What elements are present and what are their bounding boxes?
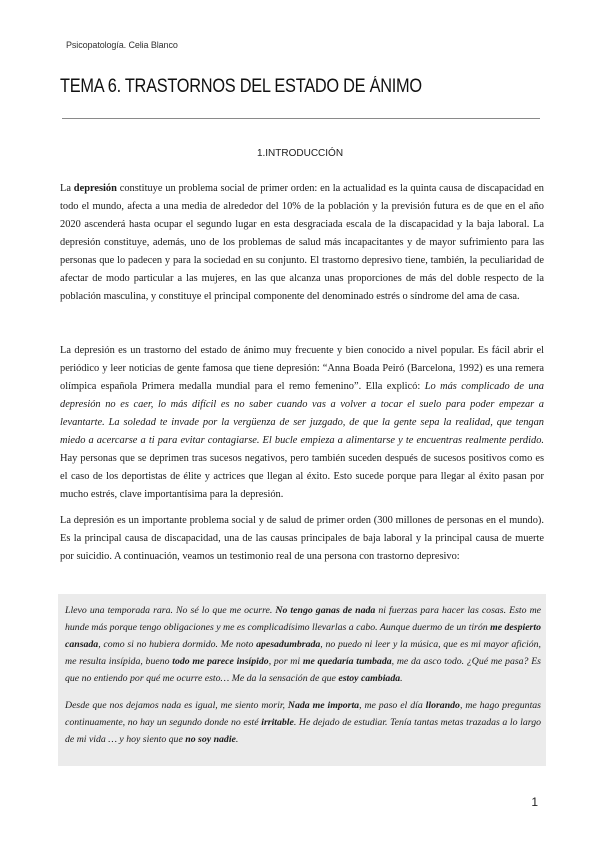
testimony-text: . (235, 734, 239, 745)
testimony-highlight: me quedaría tumbada (302, 656, 392, 667)
testimony-text: . He dejado de estudiar. Tenía tantas metas trazadas a lo largo de mi vida … y hoy siento que (65, 717, 541, 745)
testimony-highlight: irritable (261, 717, 294, 728)
testimony-highlight: no soy nadie (185, 734, 236, 745)
paragraph-intro-text: constituye un problema social de primer orden: en la actualidad es la quinta causa de discapacidad en todo el mundo, afecta a una media de alrededor del 10% de la población y la previsión futura es de que en el año 2020 ascenderá hasta ocupar el segundo lugar en esta desgraciada escala de la discapacidad y la baja laboral. La depresión constituye, además, uno de los problemas de salud más incapacitantes y de mayor sufrimiento para las personas que lo padecen y para la sociedad en su conjunto. El trastorno depresivo tiene, también, la peculiaridad de afectar de modo particular a las mujeres, en las que alcanza unas proporciones de más del doble respecto de la población masculina, y constituye el principal componente del denominado estrés o síndrome del ama de casa. (60, 183, 544, 302)
testimony-text: . (400, 673, 403, 684)
testimony-text: ni fuerzas para hacer las cosas. Esto me hunde más porque tengo obligaciones y me es complicadísimo llevarlas a cabo. Aunque duermo de un tirón (65, 605, 542, 633)
paragraph-example (60, 342, 544, 504)
testimony-text: , por mi (268, 656, 303, 667)
page-number: 1 (531, 795, 538, 809)
running-head: Psicopatología. Celia Blanco (66, 40, 178, 50)
testimony-text: Desde que nos dejamos nada es igual, me siento morir, (65, 700, 288, 711)
testimony-highlight: Nada me importa (287, 700, 360, 711)
page-title: TEMA 6. TRASTORNOS DEL ESTADO DE ÁNIMO (60, 76, 422, 97)
testimony-text: , me paso el día (359, 700, 426, 711)
testimony-highlight: apesadumbrada (256, 639, 321, 650)
testimony-highlight: No tengo ganas de nada (275, 605, 376, 616)
testimony-text: Llevo una temporada rara. No sé lo que me ocurre. (65, 605, 276, 616)
testimony-text: , no puedo ni leer y la música, que es mi mayor afición, me resulta insípida, bueno (65, 639, 541, 667)
key-term: depresión (73, 183, 117, 194)
testimony-paragraph (65, 602, 541, 687)
testimony-box (58, 594, 546, 766)
testimony-text: , me hago preguntas continuamente, no hay un segundo donde no esté (65, 700, 541, 728)
testimony-highlight: estoy cambiada (338, 673, 401, 684)
testimony-highlight: todo me parece insípido (172, 656, 269, 667)
paragraph-intro (60, 180, 544, 306)
paragraph-example-text-b: Hay personas que se deprimen tras sucesos negativos, pero también suceden después de sucesos positivos como es el caso de los deportistas de élite y actrices que llegan al éxito. Esto sucede porque para llegar al éxito pasan por mucho estrés, clave importantísima para la depresión. (60, 453, 544, 500)
section-heading: 1.INTRODUCCIÓN (256, 148, 344, 159)
testimony-highlight: llorando (425, 700, 460, 711)
title-divider (62, 118, 540, 119)
paragraph-example-text-a: La depresión es un trastorno del estado de ánimo muy frecuente y bien conocido a nivel popular. Es fácil abrir el periódico y leer noticias de gente famosa que tiene depresión: “Anna Boada Peiró (Barcelona, 1992) es una remera olímpica española Primera medalla mundial para el remo femenino”. Ella explicó: (60, 345, 544, 392)
paragraph-intro-lead: La (60, 183, 74, 194)
testimony-text: , me da asco todo. ¿Qué me pasa? Es que no entiendo por qué me ocurre esto… Me da la sensación de que (65, 656, 541, 684)
testimony-text: , como si no hubiera dormido. Me noto (98, 639, 257, 650)
testimony-highlight: me despierto cansada (65, 622, 541, 650)
athlete-quote: Lo más complicado de una depresión no es caer, lo más difícil es no saber cuando vas a volver a tocar el suelo para poder empezar a levantarte. La soledad te invade por la vergüenza de ser juzgado, de que la gente sepa la realidad, que tengan miedo a acercarse a ti para evitar contagiarse. El bucle empieza a alimentarse y te encuentras realmente perdido. (60, 381, 545, 446)
paragraph-context: La depresión es un importante problema social y de salud de primer orden (300 millones de personas en el mundo). Es la principal causa de discapacidad, una de las causas principales de baja laboral y la principal causa de muerte por suicidio. A continuación, veamos un testimonio real de una persona con trastorno depresivo: (60, 515, 544, 562)
testimony-paragraph (65, 697, 541, 748)
